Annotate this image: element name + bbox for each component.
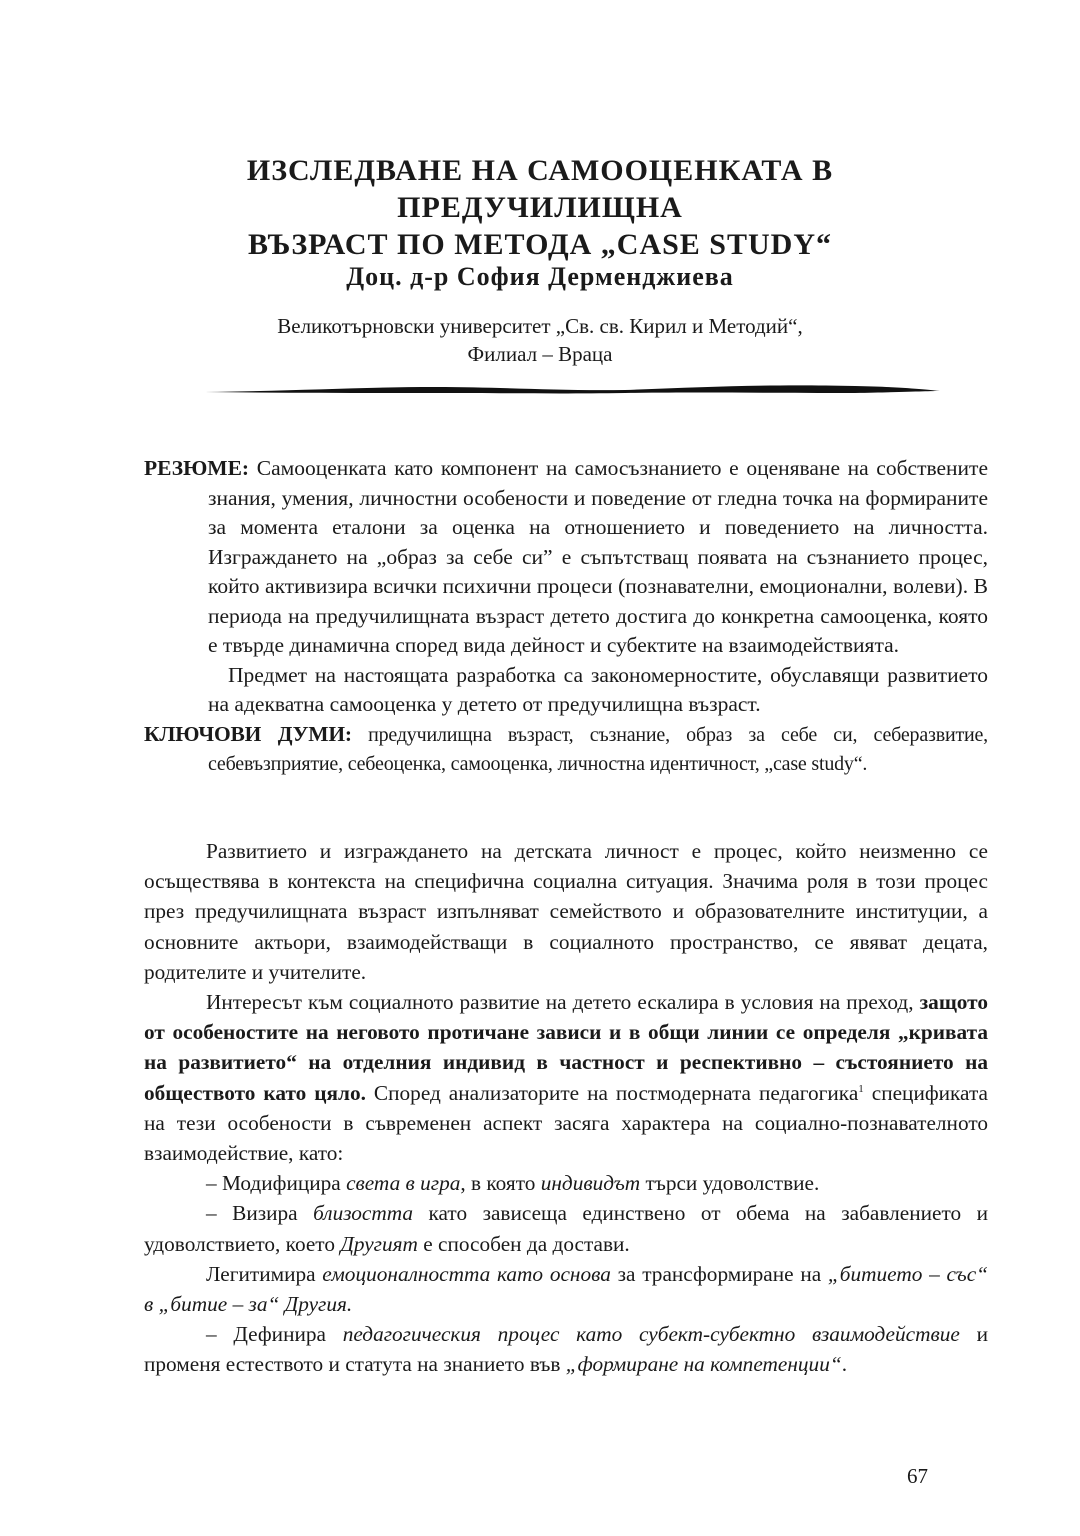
abstract-label: РЕЗЮМЕ: <box>144 456 250 480</box>
body-paragraph-6 <box>144 1319 988 1379</box>
decorative-divider <box>205 381 940 397</box>
title-line-2: ВЪЗРАСТ ПО МЕТОДА „CASE STUDY“ <box>247 228 832 261</box>
abstract-paragraph <box>144 454 988 661</box>
text-run: като зависеща единствено от обема на забавлението и удоволствието, което <box>144 1201 989 1256</box>
body-paragraph-4 <box>144 1198 988 1258</box>
keywords-text: предучилищна възраст, съзнание, образ за себе си, себеразвитие, себевъзприятие, себеоценка, самооценка, личностна идентичност, „case study“. <box>208 723 988 775</box>
italic-run: емоционалността като основа <box>322 1261 611 1286</box>
affiliation-line-1: Великотърновски университет „Св. св. Кирил и Методий“, <box>277 314 803 338</box>
text-run: Според анализаторите на постмодерната педагогика <box>365 1080 859 1105</box>
article-body <box>144 836 988 1380</box>
text-run: , в която <box>460 1171 541 1196</box>
text-run: и променя естеството и статута на знанието във <box>144 1322 988 1377</box>
abstract-text: Самооценката като компонент на самосъзнанието е оценяване на собствените знания, умения, личностни особености и поведение от гледна точка на формираните за момента еталони за оценка на отношението и поведението на личността. Изграждането на „образ за себе си” е съпътстващ появата на съзнанието процес, който активизира всички психични процеси (познавателни, емоционални, волеви). В периода на предучилищната възраст детето достига до конкретна самооценка, която е твърде динамична според вида дейност и субектите на взаимодействията. <box>208 456 988 657</box>
abstract-section <box>144 454 988 780</box>
body-paragraph-5 <box>144 1259 988 1319</box>
footnote-ref[interactable]: 1 <box>858 1082 864 1095</box>
text-run: Интересът към социалното развитие на детето ескалира в условия на преход, <box>206 990 920 1015</box>
italic-run: света в игра <box>346 1171 461 1196</box>
abstract-subject-paragraph: Предмет на настоящата разработка са закономерностите, обуславящи развитието на адекватна самооценка у детето от предучилищна възраст. <box>208 662 988 716</box>
italic-run: индивидът <box>540 1171 641 1196</box>
keywords-paragraph <box>144 720 988 780</box>
body-paragraph-1: Развитието и изграждането на детската личност е процес, който неизменно се осъществява в контекста на специфична социална ситуация. Значима роля в този процес през предучилищната възраст изпълняват семейството и образователните институции, а основните актьори, взаимодействащи в социалното пространство, се явяват децата, родителите и учителите. <box>144 839 988 984</box>
italic-run: близостта <box>313 1201 414 1226</box>
text-run: – Визира <box>206 1201 314 1226</box>
text-run: е способен да достави. <box>417 1231 630 1256</box>
italic-run: Другият <box>340 1231 418 1256</box>
text-run: . <box>841 1352 848 1377</box>
text-run: – Модифицира <box>206 1171 347 1196</box>
italic-run: педагогическия процес като субект-субектно взаимодействие <box>342 1322 960 1347</box>
author-name: Доц. д-р София Дерменджиева <box>346 262 734 291</box>
page-number: 67 <box>907 1464 928 1488</box>
title-line-1: ИЗСЛЕДВАНЕ НА САМООЦЕНКАТА В ПРЕДУЧИЛИЩНА <box>246 154 834 224</box>
affiliation-line-2: Филиал – Враца <box>467 342 613 366</box>
author-affiliation <box>150 312 930 368</box>
keywords-label: КЛЮЧОВИ ДУМИ: <box>144 721 352 746</box>
text-run: за трансформиране на <box>610 1261 828 1286</box>
body-paragraph-2 <box>144 987 988 1168</box>
text-run: Легитимира <box>206 1261 323 1286</box>
article-title <box>100 152 980 263</box>
body-paragraph-3 <box>144 1168 988 1198</box>
bold-run: защото от особеностите на неговото протичане зависи и в общи линии се определя „кривата на развитието“ на отделния индивид в частност и респективно – състоянието на обществото като цяло. <box>144 990 988 1105</box>
text-run: спецификата на тези особености в съвременен аспект засяга характера на социално-познавателното взаимодействие, като: <box>144 1080 988 1166</box>
italic-run: „битието – със“ в „битие – за“ Другия. <box>144 1261 988 1317</box>
italic-run: „формиране на компетенции“ <box>565 1352 842 1377</box>
text-run: – Дефинира <box>206 1322 343 1347</box>
text-run: търси удоволствие. <box>640 1171 820 1196</box>
